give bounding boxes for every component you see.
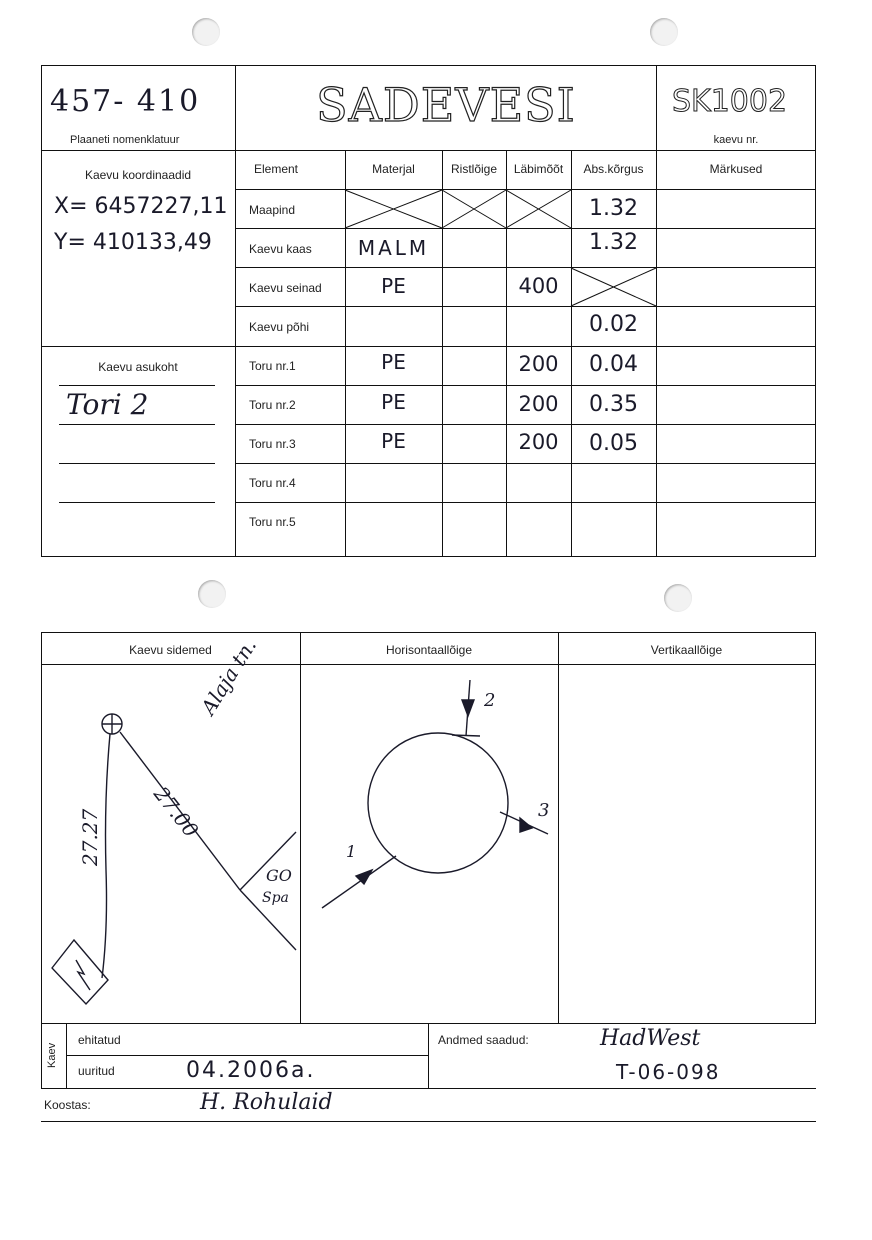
table-row-abs: 0.35 xyxy=(589,392,638,417)
sketch-col-ties: Kaevu sidemed xyxy=(129,643,212,657)
table-row-element: Toru nr.2 xyxy=(249,398,296,412)
col-notes: Märkused xyxy=(709,162,763,176)
table-row-element: Toru nr.1 xyxy=(249,359,296,373)
table-row-element: Toru nr.4 xyxy=(249,476,296,490)
compiled-value: H. Rohulaid xyxy=(200,1090,333,1115)
pipe-2-label: 2 xyxy=(484,690,496,711)
col-diameter: Läbimõõt xyxy=(513,162,564,176)
surveyed-value: 04.2006a. xyxy=(186,1058,316,1083)
sketch-col-vertical: Vertikaallõige xyxy=(650,643,723,657)
table-row-material: PE xyxy=(381,274,406,298)
footer-side-label: Kaev xyxy=(46,1042,58,1068)
built-label: ehitatud xyxy=(78,1033,121,1047)
col-cross: Ristlõige xyxy=(450,162,498,176)
coord-x: X= 6457227,11 xyxy=(54,194,228,219)
location-label: Kaevu asukoht xyxy=(98,360,178,374)
table-row-element: Toru nr.3 xyxy=(249,437,296,451)
coords-label: Kaevu koordinaadid xyxy=(84,168,192,182)
building-label: GO xyxy=(266,866,292,885)
table-row-element: Kaevu põhi xyxy=(249,320,310,334)
distance-label-2: 27.00 xyxy=(149,782,204,842)
distance-label-1: 27.27 xyxy=(78,808,102,866)
pipe-1-label: 1 xyxy=(346,842,357,861)
col-element: Element xyxy=(253,162,299,176)
table-row-element: Kaevu kaas xyxy=(249,242,312,256)
data-received-code: T-06-098 xyxy=(616,1060,721,1084)
table-row-element: Toru nr.5 xyxy=(249,515,296,529)
pipe-3-label: 3 xyxy=(538,800,550,821)
compiled-label: Koostas: xyxy=(44,1098,91,1112)
table-row-material: PE xyxy=(381,429,406,453)
table-row-diameter: 400 xyxy=(518,274,559,298)
table-row-element: Kaevu seinad xyxy=(249,281,322,295)
coord-y: Y= 410133,49 xyxy=(54,230,212,255)
table-row-diameter: 200 xyxy=(518,352,559,376)
table-row-element: Maapind xyxy=(249,203,296,217)
table-row-diameter: 200 xyxy=(518,430,559,454)
nomenclature-value: 457- 410 xyxy=(50,84,201,119)
table-row-material: MALM xyxy=(357,236,430,260)
col-abs: Abs.kõrgus xyxy=(583,162,644,176)
table-row-abs: 1.32 xyxy=(589,230,638,255)
location-value: Tori 2 xyxy=(66,388,149,421)
data-received-label: Andmed saadud: xyxy=(438,1033,529,1047)
table-row-abs: 0.04 xyxy=(589,352,638,377)
street-label: Alaja tn. xyxy=(196,634,262,719)
well-number-label: kaevu nr. xyxy=(713,134,759,146)
table-row-material: PE xyxy=(381,390,406,414)
table-row-abs: 1.32 xyxy=(589,196,638,221)
page-title: SADEVESI xyxy=(316,78,576,132)
well-number: SK1002 xyxy=(672,84,788,119)
surveyed-label: uuritud xyxy=(78,1064,115,1078)
sketch-col-horizontal: Horisontaallõige xyxy=(385,643,473,657)
table-row-abs: 0.05 xyxy=(589,431,638,456)
col-material: Materjal xyxy=(372,162,415,176)
nomenclature-label: Plaaneti nomenklatuur xyxy=(70,134,180,146)
table-row-material: PE xyxy=(381,350,406,374)
table-row-diameter: 200 xyxy=(518,392,559,416)
building-sublabel: Spa xyxy=(262,890,289,906)
table-row-abs: 0.02 xyxy=(589,312,638,337)
data-received-value: HadWest xyxy=(600,1026,701,1051)
